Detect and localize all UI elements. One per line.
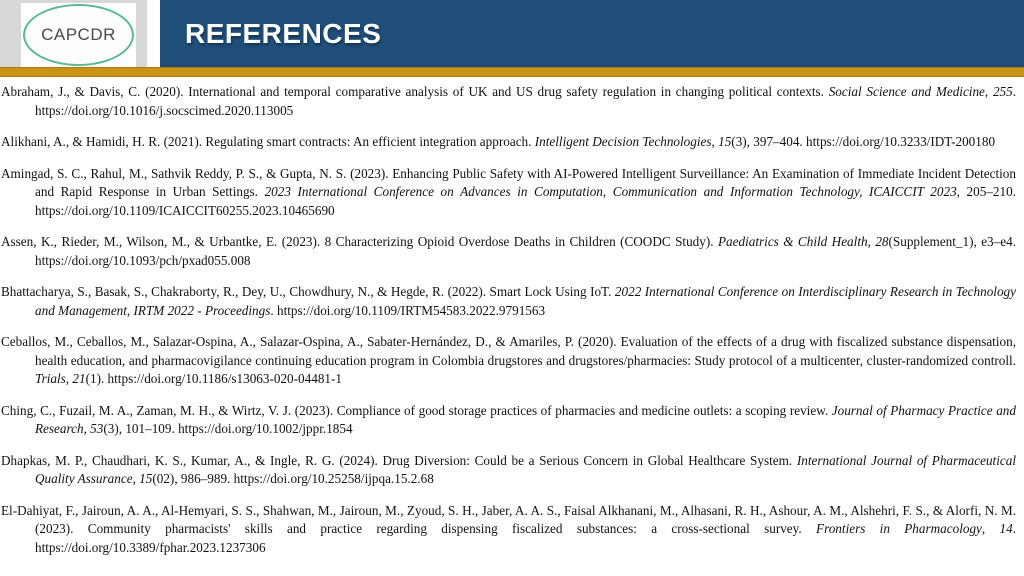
reference-journal-segment: 53 (90, 421, 104, 436)
reference-item (1, 502, 1016, 558)
reference-text-segment: Abraham, J., & Davis, C. (2020). International and temporal comparative analysis of UK and US drug safety regulation in changing political contexts. (1, 84, 829, 99)
reference-text-segment: (Supplement_1), e3–e4. https://doi.org/10.1093/pch/pxad055.008 (35, 234, 1016, 268)
capcdr-logo (21, 3, 136, 67)
reference-journal-segment: 255 (992, 84, 1013, 99)
reference-item (1, 283, 1016, 320)
reference-journal-segment: Frontiers in Pharmacology (816, 521, 982, 536)
reference-journal-segment: 21 (72, 371, 86, 386)
reference-item (1, 133, 1016, 152)
reference-journal-segment: 15 (139, 471, 153, 486)
reference-item (1, 165, 1016, 221)
reference-text-segment: Amingad, S. C., Rahul, M., Sathvik Reddy, P. S., & Gupta, N. S. (2023). Enhancing Public Safety with AI-Powered Intelligent Surveillance: An Examination of Immediate Incident Detection and Rapid Response in Urban Settings. (1, 165, 1016, 199)
reference-text-segment: (3), 397–404. https://doi.org/10.3233/IDT-200180 (731, 134, 996, 149)
reference-journal-segment: Social Science and Medicine (828, 84, 985, 99)
capcdr-ellipse-icon (23, 4, 134, 66)
reference-item (1, 452, 1016, 489)
reference-text-segment: (02), 986–989. https://doi.org/10.25258/ijpqa.15.2.68 (152, 471, 434, 486)
reference-text-segment: , 205–210. https://doi.org/10.1109/ICAICCIT60255.2023.10465690 (35, 184, 1016, 218)
reference-text-segment: Assen, K., Rieder, M., Wilson, M., & Urbantke, E. (2023). 8 Characterizing Opioid Overdose Deaths in Children (COODC Study). (1, 234, 718, 249)
reference-item (1, 233, 1016, 270)
reference-journal-segment: 28 (875, 234, 889, 249)
title-band (160, 0, 1024, 67)
reference-journal-segment: Paediatrics & Child Health (718, 234, 868, 249)
reference-text-segment: , (867, 234, 876, 249)
references-list (0, 77, 1024, 557)
reference-text-segment: Dhapkas, M. P., Chaudhari, K. S., Kumar, A., & Ingle, R. G. (2024). Drug Diversion: Could be a Serious Concern in Global Healthcare System. (1, 452, 797, 468)
header-gap (147, 0, 160, 67)
page-title: REFERENCES (185, 17, 382, 49)
reference-text-segment: . https://doi.org/10.1016/j.socscimed.2020.113005 (35, 84, 1017, 118)
reference-item (1, 333, 1016, 389)
reference-text-segment: , (981, 521, 1000, 536)
reference-journal-segment: 14 (999, 521, 1013, 536)
reference-journal-segment: International Journal of Pharmaceutical Quality Assurance (35, 452, 1016, 486)
reference-text-segment: Ching, C., Fuzail, M. A., Zaman, M. H., & Wirtz, V. J. (2023). Compliance of good storage practices of pharmacies and medicine outlets: a scoping review. (1, 402, 832, 418)
reference-text-segment: , (711, 134, 719, 149)
reference-item (1, 402, 1016, 439)
reference-journal-segment: 2023 International Conference on Advances in Computation, Communication and Information Technology, ICAICCIT 2023 (264, 184, 957, 199)
reference-text-segment: Alikhani, A., & Hamidi, H. R. (2021). Regulating smart contracts: An efficient integration approach. (1, 134, 535, 149)
reference-text-segment: . https://doi.org/10.1109/IRTM54583.2022.9791563 (270, 302, 546, 318)
reference-text-segment: Ceballos, M., Ceballos, M., Salazar-Ospina, A., Salazar-Ospina, A., Sabater-Hernández, D., & Amariles, P. (2020). Evaluation of the effects of a drug with fiscalized substance dispensation, health education, and pharmacovigilance continuing education program in Colombia drugstores and drugstores/pharmacies: Study protocol of a multicenter, cluster-randomized controll. (1, 334, 1016, 368)
logo-text: CAPCDR (41, 25, 116, 44)
reference-journal-segment: Journal of Pharmacy Practice and Research (35, 402, 1016, 436)
reference-text-segment: Bhattacharya, S., Basak, S., Chakraborty, R., Dey, U., Chowdhury, N., & Hegde, R. (2022). Smart Lock Using IoT. (1, 284, 615, 299)
reference-journal-segment: 2022 International Conference on Interdisciplinary Research in Technology and Management, IRTM 2022 - Proceedings (35, 284, 1017, 318)
reference-text-segment: , (83, 421, 91, 436)
logo-panel (0, 0, 147, 67)
reference-journal-segment: Trials (35, 371, 66, 386)
reference-text-segment: (3), 101–109. https://doi.org/10.1002/jppr.1854 (103, 421, 353, 436)
reference-text-segment: . https://doi.org/10.3389/fphar.2023.1237306 (35, 521, 1017, 555)
reference-text-segment: , (984, 84, 993, 99)
reference-item (1, 83, 1016, 120)
reference-journal-segment: Intelligent Decision Technologies (534, 134, 712, 149)
reference-text-segment: , (65, 371, 73, 386)
slide-header (0, 0, 1024, 67)
reference-journal-segment: 15 (718, 134, 732, 149)
reference-text-segment: El-Dahiyat, F., Jairoun, A. A., Al-Hemyari, S. S., Shahwan, M., Jairoun, M., Zyoud, S. H., Jaber, A. A. S., Faisal Alkhanani, M., Alhasani, R. H., Ashour, A. M., Alshehri, F. S., & Alorfi, N. M. (2023). Community pharmacists' skills and practice regarding dispensing fiscalized substances: a cross-sectional survey. (1, 502, 1016, 536)
reference-text-segment: (1). https://doi.org/10.1186/s13063-020-04481-1 (85, 371, 342, 386)
gold-divider (0, 67, 1024, 77)
reference-text-segment: , (132, 471, 140, 486)
